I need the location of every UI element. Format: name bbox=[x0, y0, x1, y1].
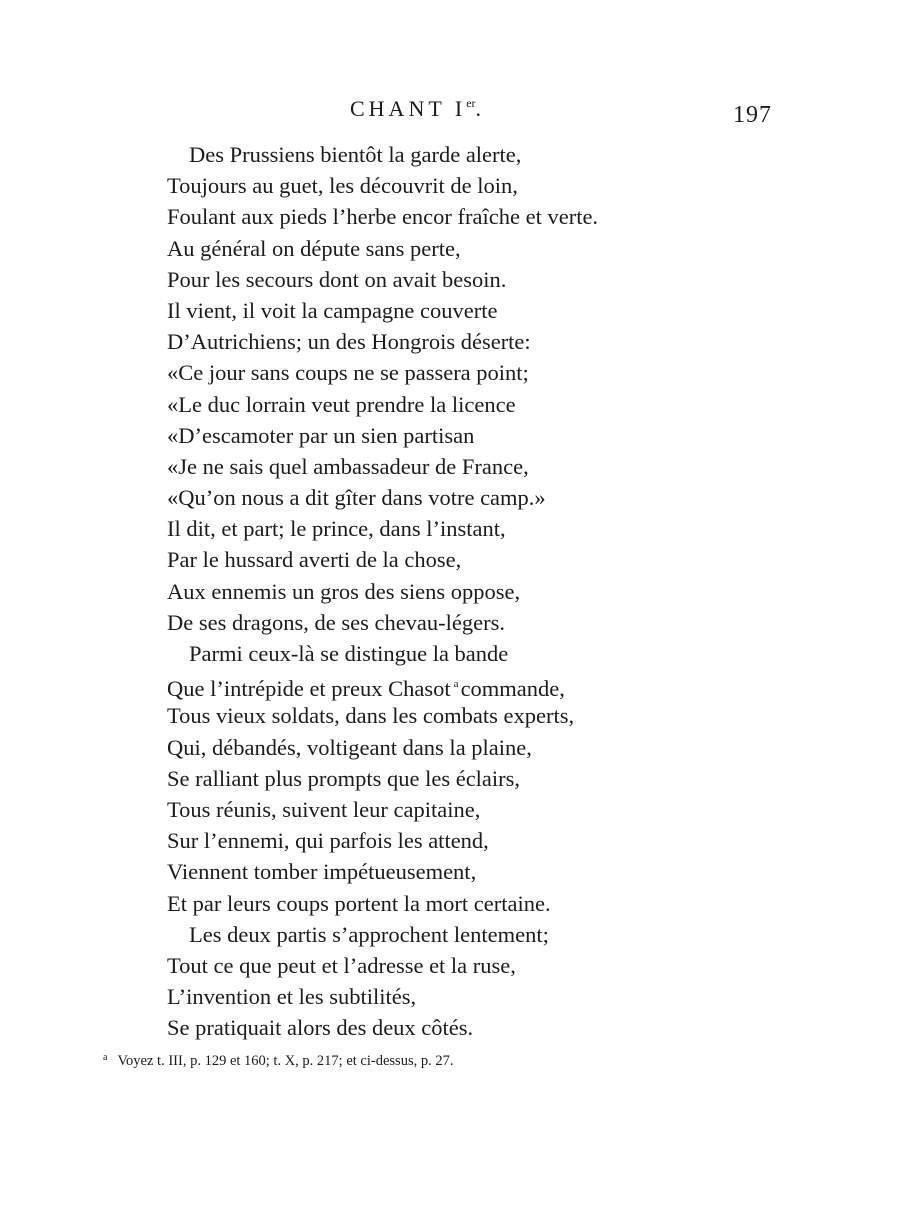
poem-line: Toujours au guet, les découvrit de loin, bbox=[167, 173, 518, 199]
footnote-reference-mark: a bbox=[453, 678, 459, 691]
poem-line: «D’escamoter par un sien partisan bbox=[167, 422, 475, 448]
poem-line: Des Prussiens bientôt la garde alerte, bbox=[189, 142, 522, 167]
poem-line: Il dit, et part; le prince, dans l’instant, bbox=[167, 516, 506, 542]
footnote-mark: a bbox=[103, 1052, 108, 1063]
running-head-superscript: er bbox=[466, 96, 476, 110]
poem-line: «Ce jour sans coups ne se passera point; bbox=[167, 360, 529, 386]
poem-line: Foulant aux pieds l’herbe encor fraîche et verte. bbox=[167, 204, 599, 230]
poem-line: Et par leurs coups portent la mort certaine. bbox=[167, 890, 551, 916]
poem-text bbox=[167, 139, 747, 1043]
poem-line: Aux ennemis un gros des siens oppose, bbox=[167, 578, 521, 604]
poem-line: De ses dragons, de ses chevau-légers. bbox=[167, 609, 506, 635]
poem-line: Parmi ceux-là se distingue la bande bbox=[189, 641, 509, 666]
poem-line: Tout ce que peut et l’adresse et la ruse, bbox=[167, 952, 516, 978]
poem-line: Les deux partis s’approchent lentement; bbox=[189, 921, 549, 947]
poem-line: Se pratiquait alors des deux côtés. bbox=[167, 1015, 474, 1041]
running-head bbox=[350, 96, 485, 122]
poem-line-text: Que l’intrépide et preux Chasot bbox=[167, 676, 451, 702]
poem-line: «Qu’on nous a dit gîter dans votre camp.» bbox=[167, 485, 546, 511]
running-head-suffix: . bbox=[475, 96, 486, 121]
poem-line: Viennent tomber impétueusement, bbox=[167, 859, 477, 885]
poem-line: Au général on députe sans perte, bbox=[167, 235, 461, 261]
poem-line: L’invention et les subtilités, bbox=[167, 984, 417, 1010]
poem-line: Il vient, il voit la campagne couverte bbox=[167, 297, 498, 323]
poem-line: Tous vieux soldats, dans les combats experts, bbox=[167, 703, 575, 729]
poem-line: Tous réunis, suivent leur capitaine, bbox=[167, 796, 481, 822]
poem-line: Pour les secours dont on avait besoin. bbox=[167, 266, 507, 292]
poem-line: «Je ne sais quel ambassadeur de France, bbox=[167, 453, 529, 479]
running-head-title: CHANT I bbox=[350, 96, 467, 121]
poem-line: D’Autrichiens; un des Hongrois déserte: bbox=[167, 329, 531, 355]
poem-line: Par le hussard averti de la chose, bbox=[167, 547, 462, 573]
poem-line: Qui, débandés, voltigeant dans la plaine, bbox=[167, 734, 532, 760]
footnote-text: Voyez t. III, p. 129 et 160; t. X, p. 217; et ci-dessus, p. 27. bbox=[117, 1053, 454, 1069]
footnote bbox=[103, 1052, 453, 1070]
page-number: 197 bbox=[733, 102, 772, 128]
poem-line-text: commande, bbox=[460, 676, 565, 702]
poem-line: Se ralliant plus prompts que les éclairs, bbox=[167, 765, 521, 791]
poem-line-with-note bbox=[167, 669, 747, 700]
poem-line: «Le duc lorrain veut prendre la licence bbox=[167, 391, 516, 417]
poem-line: Sur l’ennemi, qui parfois les attend, bbox=[167, 828, 489, 854]
